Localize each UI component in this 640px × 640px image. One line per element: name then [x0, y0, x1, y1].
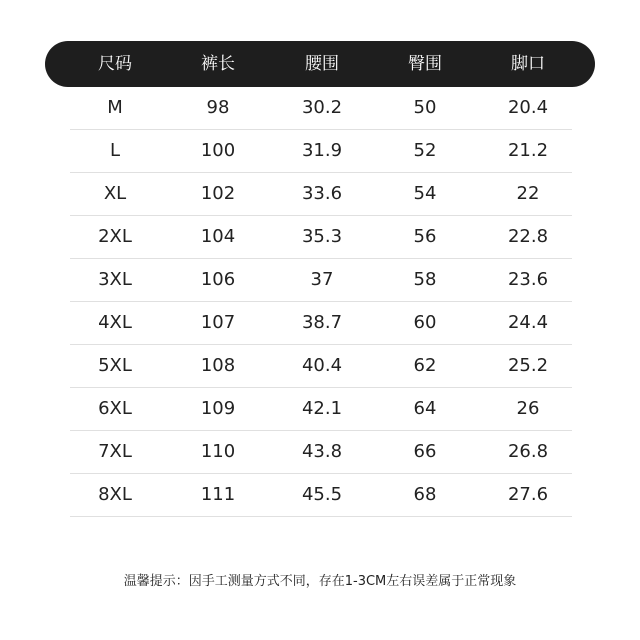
- header-leg-opening: 脚口: [511, 54, 545, 74]
- cell-pants-length: 102: [200, 183, 236, 204]
- cell-size: L: [109, 140, 121, 161]
- cell-leg-opening: 24.4: [507, 312, 549, 333]
- cell-pants-length: 109: [200, 398, 236, 419]
- cell-hip: 52: [413, 140, 437, 161]
- cell-size: 2XL: [98, 226, 132, 247]
- cell-leg-opening: 23.6: [507, 269, 549, 290]
- header-hip: 臀围: [408, 54, 442, 74]
- table-row: [70, 216, 572, 259]
- cell-pants-length: 98: [206, 97, 230, 118]
- cell-leg-opening: 20.4: [507, 97, 549, 118]
- cell-leg-opening: 27.6: [507, 484, 549, 505]
- cell-hip: 58: [413, 269, 437, 290]
- cell-size: XL: [103, 183, 127, 204]
- cell-waist: 42.1: [301, 398, 343, 419]
- cell-size: 6XL: [98, 398, 132, 419]
- cell-hip: 62: [413, 355, 437, 376]
- cell-size: 4XL: [98, 312, 132, 333]
- cell-waist: 31.9: [301, 140, 343, 161]
- cell-pants-length: 110: [200, 441, 236, 462]
- cell-leg-opening: 22: [516, 183, 540, 204]
- header-size: 尺码: [98, 54, 132, 74]
- header-pants-length: 裤长: [201, 54, 235, 74]
- cell-pants-length: 100: [200, 140, 236, 161]
- cell-leg-opening: 26.8: [507, 441, 549, 462]
- table-row: [70, 173, 572, 216]
- cell-leg-opening: 25.2: [507, 355, 549, 376]
- measurement-note: 温馨提示：因手工测量方式不同，存在1-3CM左右误差属于正常现象: [123, 574, 517, 589]
- cell-size: 7XL: [98, 441, 132, 462]
- cell-leg-opening: 22.8: [507, 226, 549, 247]
- cell-leg-opening: 21.2: [507, 140, 549, 161]
- cell-pants-length: 108: [200, 355, 236, 376]
- table-row: [70, 431, 572, 474]
- cell-pants-length: 107: [200, 312, 236, 333]
- table-row: [70, 474, 572, 517]
- size-table: [70, 87, 572, 517]
- cell-waist: 43.8: [301, 441, 343, 462]
- cell-waist: 40.4: [301, 355, 343, 376]
- table-row: [70, 302, 572, 345]
- cell-hip: 54: [413, 183, 437, 204]
- cell-waist: 30.2: [301, 97, 343, 118]
- cell-hip: 50: [413, 97, 437, 118]
- cell-waist: 38.7: [301, 312, 343, 333]
- cell-pants-length: 104: [200, 226, 236, 247]
- cell-hip: 68: [413, 484, 437, 505]
- cell-waist: 37: [310, 269, 334, 290]
- cell-hip: 64: [413, 398, 437, 419]
- header-waist: 腰围: [305, 54, 339, 74]
- cell-hip: 56: [413, 226, 437, 247]
- table-row: [70, 87, 572, 130]
- cell-leg-opening: 26: [516, 398, 540, 419]
- cell-pants-length: 106: [200, 269, 236, 290]
- table-row: [70, 388, 572, 431]
- table-row: [70, 130, 572, 173]
- cell-size: 5XL: [98, 355, 132, 376]
- cell-size: 8XL: [98, 484, 132, 505]
- cell-pants-length: 111: [200, 484, 236, 505]
- cell-waist: 45.5: [301, 484, 343, 505]
- cell-size: M: [107, 97, 123, 118]
- cell-hip: 60: [413, 312, 437, 333]
- cell-size: 3XL: [98, 269, 132, 290]
- table-row: [70, 345, 572, 388]
- table-header: [45, 41, 595, 87]
- cell-waist: 33.6: [301, 183, 343, 204]
- cell-waist: 35.3: [301, 226, 343, 247]
- table-row: [70, 259, 572, 302]
- cell-hip: 66: [413, 441, 437, 462]
